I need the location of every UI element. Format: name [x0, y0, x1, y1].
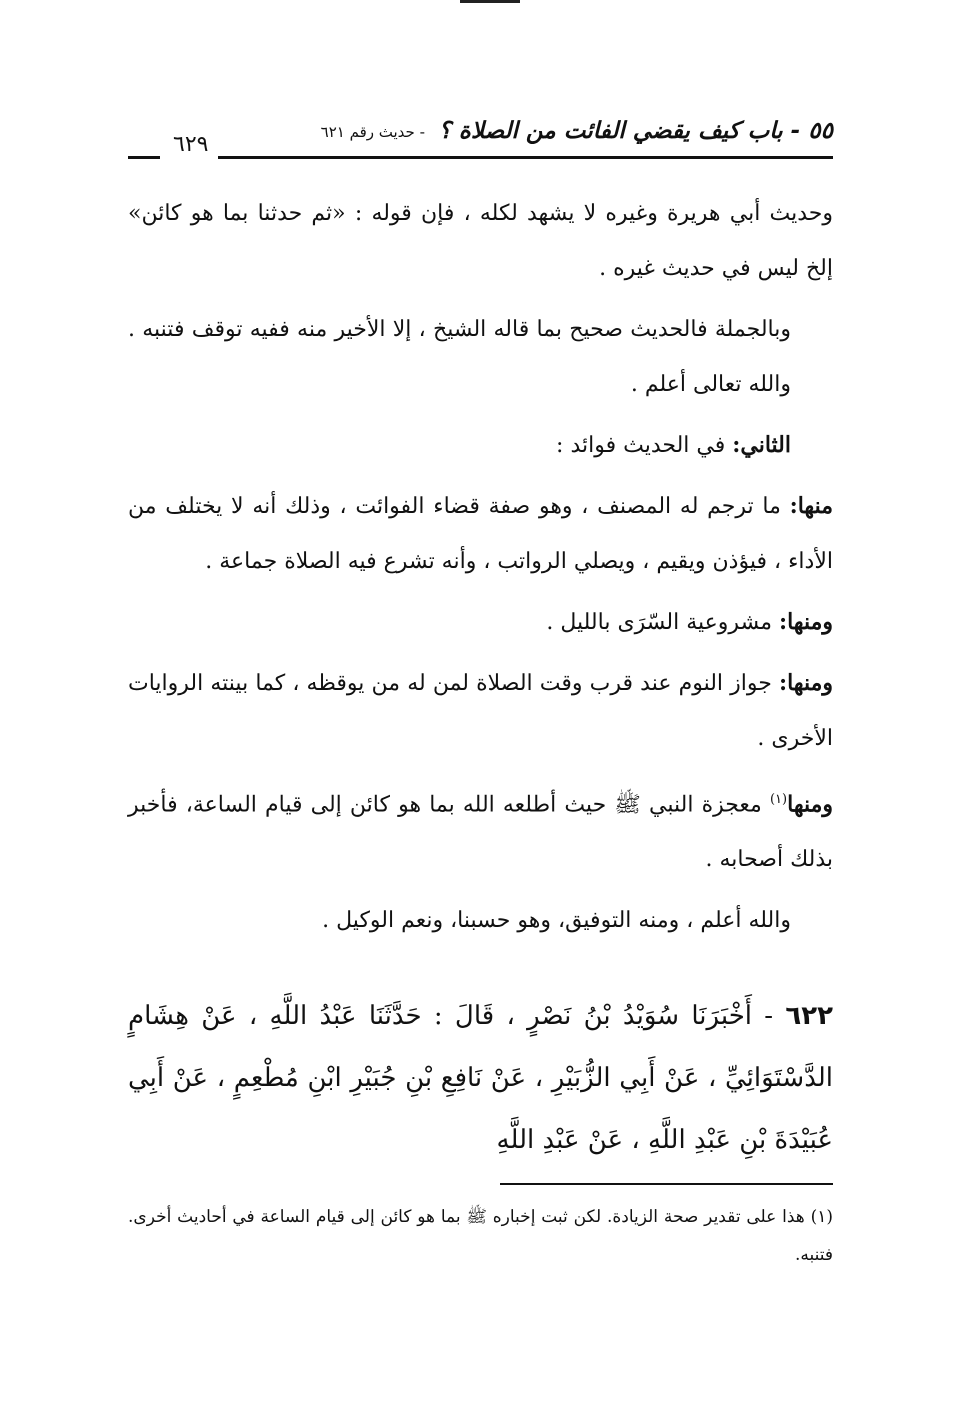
paragraph: والله أعلم ، ومنه التوفيق، وهو حسبنا، ونعم الوكيل . [322, 908, 791, 934]
footnote-number: (١) [810, 1207, 833, 1227]
hadith-number: ٦٢٢ [785, 1001, 833, 1031]
paragraph-label: ومنها: [778, 609, 833, 635]
top-edge-mark [460, 0, 520, 3]
paragraph [128, 418, 833, 473]
paragraph [128, 595, 833, 650]
paragraph-text: في الحديث فوائد : [556, 433, 733, 458]
paragraph: وحديث أبي هريرة وغيره لا يشهد لكله ، فإن قوله : «ثم حدثنا بما هو كائن» إلخ ليس في حديث غيره . [128, 201, 833, 281]
paragraph-label: ومنها: [778, 670, 833, 696]
page-number: ٦٢٩ [173, 132, 209, 157]
footnote-marker: (١) [769, 792, 788, 807]
paragraph-text: ما ترجم له المصنف ، وهو صفة قضاء الفوائت ، وذلك أنه لا يختلف من الأداء ، فيؤذن ويقيم ، ويصلي الرواتب ، وأنه تشرع فيه الصلاة جماعة . [128, 494, 833, 574]
footnote-text: هذا على تقدير صحة الزيادة. لكن ثبت إخباره ﷺ بما هو كائن إلى قيام الساعة في أحاديث أخرى. فتنبه. [128, 1207, 833, 1265]
paragraph [128, 479, 833, 589]
paragraph [128, 656, 833, 766]
paragraph-label: الثاني: [732, 432, 791, 458]
paragraph-text: معجزة النبي ﷺ حيث أطلعه الله بما هو كائن إلى قيام الساعة، فأخبر بذلك أصحابه . [128, 792, 833, 873]
header-rule-short [128, 156, 160, 159]
footnotes [128, 1198, 833, 1274]
paragraph [128, 772, 833, 887]
hadith-reference: - حديث رقم ٦٢١ [320, 123, 425, 141]
header-rule [218, 156, 833, 159]
footnote-separator [500, 1183, 833, 1185]
paragraph-label: ومنها [787, 791, 833, 818]
paragraph: وبالجملة فالحديث صحيح بما قاله الشيخ ، إلا الأخير منه ففيه توقف فتنبه . والله تعالى أعلم . [128, 317, 791, 397]
chapter-title: ٥٥ - باب كيف يقضي الفائت من الصلاة ؟ [438, 118, 833, 144]
paragraph-text: جواز النوم عند قرب وقت الصلاة لمن له من يوقظه ، كما بينته الروايات الأخرى . [128, 671, 833, 751]
hadith-chain: - أَخْبَرَنَا سُوَيْدُ بْنُ نَصْرٍ ، قَالَ : حَدَّثَنَا عَبْدُ اللَّهِ ، عَنْ هِشَامٍ الدَّسْتَوَائِيِّ ، عَنْ أَبِي الزُّبَيْرِ ، عَنْ نَافِعِ بْنِ جُبَيْرِ ابْنِ مُطْعِمٍ ، عَنْ أَبِي عُبَيْدَةَ بْنِ عَبْدِ اللَّهِ ، عَنْ عَبْدِ اللَّهِ [128, 1001, 833, 1155]
paragraph-text: مشروعية السّرَى بالليل . [546, 610, 779, 635]
hadith-text [128, 985, 833, 1171]
paragraph-label: منها: [789, 493, 833, 519]
running-header [128, 118, 833, 168]
main-text [128, 186, 833, 954]
